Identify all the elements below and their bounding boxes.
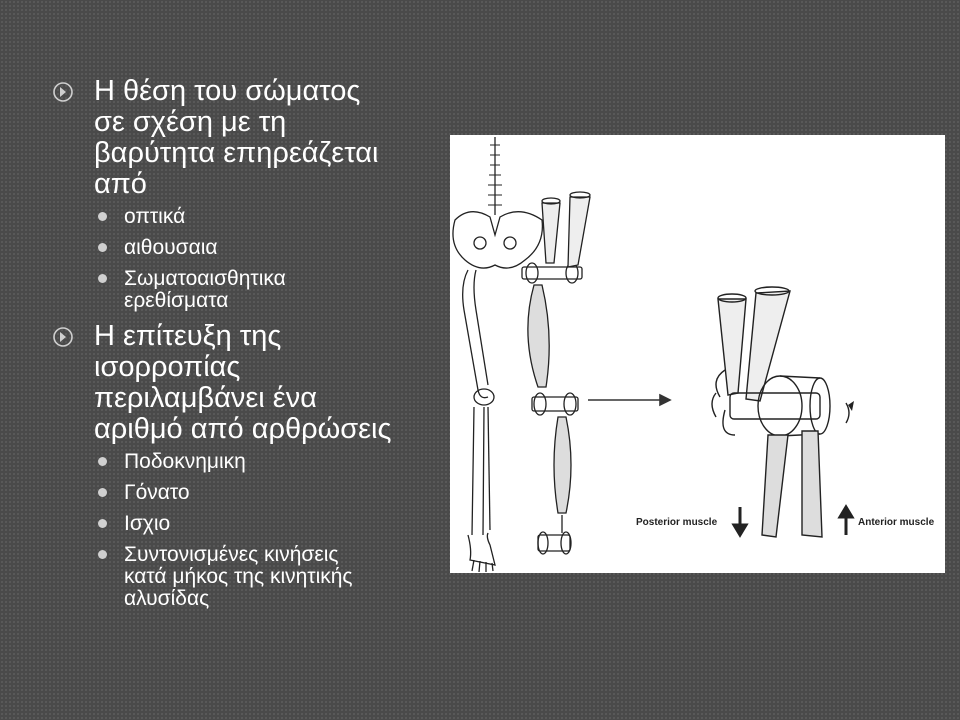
bullet-text-line: αριθμό από αρθρώσεις — [94, 413, 392, 445]
sub-bullet-text: οπτικά — [124, 205, 186, 228]
circle-arrow-bullet-icon — [52, 326, 74, 348]
sub-bullet-text: κατά μήκος της κινητικής — [124, 565, 353, 588]
sub-bullet-text: αλυσίδας — [124, 587, 210, 610]
sub-bullet-text: Ισχιο — [124, 512, 171, 535]
sub-bullet-text: Συντονισμένες κινήσεις — [124, 543, 339, 566]
bullet-text-line: περιλαμβάνει ένα — [94, 382, 317, 414]
dot-bullet-icon — [98, 488, 107, 497]
sub-bullet-text: Σωματοαισθητικα — [124, 267, 286, 290]
dot-bullet-icon — [98, 519, 107, 528]
dot-bullet-icon — [98, 243, 107, 252]
leg-skeleton-muscle-illustration — [450, 135, 945, 573]
bullet-text-line: από — [94, 168, 147, 200]
bullet-text-line: ισορροπίας — [94, 351, 241, 383]
sub-bullet-text: Γόνατο — [124, 481, 190, 504]
dot-bullet-icon — [98, 212, 107, 221]
posterior-muscle-label: Posterior muscle — [636, 517, 718, 528]
dot-bullet-icon — [98, 457, 107, 466]
sub-bullet-text: ερεθίσματα — [124, 289, 229, 312]
sub-bullet-hip — [52, 513, 452, 535]
bullet-text-line: Η επίτευξη της — [94, 320, 282, 352]
bullet-list — [52, 76, 452, 619]
sub-bullet-somatosensory — [52, 268, 452, 312]
muscle-chain-figure — [450, 135, 945, 573]
sub-bullet-text: Ποδοκνημικη — [124, 450, 246, 473]
bullet-text-line: σε σχέση με τη — [94, 106, 287, 138]
bullet-text-line: βαρύτητα επηρεάζεται — [94, 137, 379, 169]
sub-bullet-knee — [52, 482, 452, 504]
circle-arrow-bullet-icon — [52, 81, 74, 103]
bullet-body-position — [52, 76, 452, 200]
dot-bullet-icon — [98, 274, 107, 283]
anterior-muscle-label: Anterior muscle — [858, 517, 935, 528]
sub-bullet-ankle — [52, 451, 452, 473]
bullet-text-line: Η θέση του σώματος — [94, 75, 361, 107]
sub-bullet-coordinated-movements — [52, 544, 452, 610]
sub-bullet-vestibular — [52, 237, 452, 259]
sub-bullet-text: αιθουσαια — [124, 236, 218, 259]
bullet-balance — [52, 321, 452, 445]
sub-bullet-visual — [52, 206, 452, 228]
dot-bullet-icon — [98, 550, 107, 559]
